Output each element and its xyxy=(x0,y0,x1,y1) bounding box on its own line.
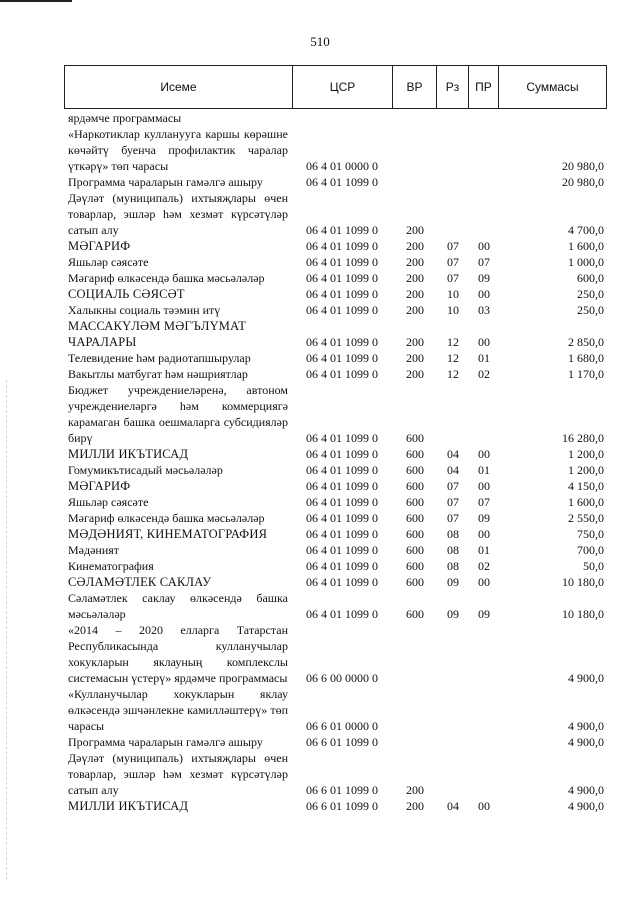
row-csr: 06 4 01 1099 0 xyxy=(306,575,378,589)
table-row xyxy=(0,318,640,350)
row-rz: 07 xyxy=(447,271,459,285)
row-name: ярдәмче программасы xyxy=(68,111,182,125)
table-header xyxy=(64,65,607,109)
row-csr: 06 4 01 0000 0 xyxy=(306,159,378,173)
row-rz: 07 xyxy=(447,495,459,509)
row-name: Программа чараларын гамәлгә ашыру xyxy=(68,735,263,749)
row-sum: 1 200,0 xyxy=(568,447,604,461)
row-sum: 4 900,0 xyxy=(568,783,604,797)
row-rz: 07 xyxy=(447,239,459,253)
table-row xyxy=(0,750,640,798)
row-name: Дәүләт (муниципаль) ихтыяҗлары өчен товарлар, эшләр һәм хезмәт күрсәтүләр сатып алу xyxy=(68,191,288,237)
row-pr: 07 xyxy=(478,255,490,269)
header-name: Исеме xyxy=(65,66,293,109)
row-sum: 50,0 xyxy=(583,559,604,573)
row-pr: 00 xyxy=(478,447,490,461)
row-sum: 2 850,0 xyxy=(568,335,604,349)
row-csr: 06 4 01 1099 0 xyxy=(306,335,378,349)
row-vr: 200 xyxy=(406,239,424,253)
row-vr: 200 xyxy=(406,351,424,365)
row-rz: 08 xyxy=(447,543,459,557)
row-sum: 4 150,0 xyxy=(568,479,604,493)
row-csr: 06 4 01 1099 0 xyxy=(306,479,378,493)
row-sum: 4 900,0 xyxy=(568,799,604,813)
row-name: «2014 – 2020 елларга Татарстан Республикасында кулланучылар хокукларын яклауның комплекслы системасын үстерү» ярдәмче программасы xyxy=(68,623,288,685)
row-rz: 07 xyxy=(447,511,459,525)
table-row xyxy=(0,798,640,814)
row-rz: 07 xyxy=(447,479,459,493)
row-vr: 600 xyxy=(406,575,424,589)
row-name: Бюджет учреждениеләренә, автоном учреждениеләргә һәм коммерциягә карамаган башка оешмаларга субсидияләр бирү xyxy=(68,383,288,445)
row-sum: 750,0 xyxy=(577,527,604,541)
table-row xyxy=(0,270,640,286)
row-name: Гомумикътисадый мәсьәләләр xyxy=(68,463,223,477)
row-csr: 06 4 01 1099 0 xyxy=(306,607,378,621)
row-sum: 20 980,0 xyxy=(562,159,604,173)
row-sum: 20 980,0 xyxy=(562,175,604,189)
row-pr: 00 xyxy=(478,239,490,253)
row-name: Программа чараларын гамәлгә ашыру xyxy=(68,175,263,189)
table-row xyxy=(0,574,640,590)
row-rz: 10 xyxy=(447,303,459,317)
row-pr: 00 xyxy=(478,527,490,541)
row-sum: 1 200,0 xyxy=(568,463,604,477)
row-vr: 600 xyxy=(406,479,424,493)
table-row xyxy=(0,366,640,382)
row-vr: 600 xyxy=(406,495,424,509)
row-vr: 600 xyxy=(406,607,424,621)
row-sum: 1 680,0 xyxy=(568,351,604,365)
row-name: Телевидение һәм радиотапшырулар xyxy=(68,351,251,365)
row-name: Дәүләт (муниципаль) ихтыяҗлары өчен товарлар, эшләр һәм хезмәт күрсәтүләр сатып алу xyxy=(68,751,288,797)
row-sum: 4 900,0 xyxy=(568,671,604,685)
row-sum: 4 900,0 xyxy=(568,719,604,733)
row-pr: 09 xyxy=(478,271,490,285)
row-pr: 00 xyxy=(478,799,490,813)
row-csr: 06 4 01 1099 0 xyxy=(306,511,378,525)
row-sum: 250,0 xyxy=(577,303,604,317)
row-name: Мәдәният xyxy=(68,543,120,557)
row-vr: 600 xyxy=(406,431,424,445)
header-pr: ПР xyxy=(469,66,499,109)
row-vr: 600 xyxy=(406,527,424,541)
row-vr: 200 xyxy=(406,367,424,381)
row-name: Халыкны социаль тәэмин итү xyxy=(68,303,221,317)
row-sum: 10 180,0 xyxy=(562,575,604,589)
row-vr: 200 xyxy=(406,287,424,301)
row-rz: 09 xyxy=(447,575,459,589)
row-name: СӘЛАМӘТЛЕК САКЛАУ xyxy=(68,575,212,589)
table-row xyxy=(0,302,640,318)
row-csr: 06 4 01 1099 0 xyxy=(306,223,378,237)
row-name: Яшьләр сәясәте xyxy=(68,495,149,509)
row-vr: 200 xyxy=(406,335,424,349)
row-sum: 2 550,0 xyxy=(568,511,604,525)
row-sum: 10 180,0 xyxy=(562,607,604,621)
row-vr: 600 xyxy=(406,463,424,477)
row-pr: 02 xyxy=(478,559,490,573)
header-rz: Рз xyxy=(437,66,469,109)
table-row xyxy=(0,110,640,126)
row-pr: 09 xyxy=(478,607,490,621)
row-vr: 600 xyxy=(406,543,424,557)
row-rz: 07 xyxy=(447,255,459,269)
row-rz: 08 xyxy=(447,559,459,573)
row-rz: 12 xyxy=(447,351,459,365)
row-vr: 200 xyxy=(406,303,424,317)
row-rz: 10 xyxy=(447,287,459,301)
row-rz: 04 xyxy=(447,447,459,461)
row-rz: 08 xyxy=(447,527,459,541)
row-pr: 00 xyxy=(478,287,490,301)
row-rz: 12 xyxy=(447,367,459,381)
row-csr: 06 4 01 1099 0 xyxy=(306,271,378,285)
row-name: МАССАКҮЛӘМ МӘГЪЛҮМАТ ЧАРАЛАРЫ xyxy=(68,319,247,349)
row-pr: 00 xyxy=(478,335,490,349)
row-csr: 06 4 01 1099 0 xyxy=(306,239,378,253)
row-csr: 06 4 01 1099 0 xyxy=(306,495,378,509)
row-csr: 06 4 01 1099 0 xyxy=(306,447,378,461)
row-name: «Кулланучылар хокукларын яклау өлкәсендә эшчәнлекне камилләштерү» төп чарасы xyxy=(68,687,288,733)
header-vr: ВР xyxy=(393,66,437,109)
table-row xyxy=(0,126,640,174)
row-csr: 06 6 01 1099 0 xyxy=(306,799,378,813)
page-number: 510 xyxy=(310,34,330,49)
row-name: Мәгариф өлкәсендә башка мәсьәләләр xyxy=(68,271,265,285)
row-csr: 06 4 01 1099 0 xyxy=(306,255,378,269)
row-rz: 12 xyxy=(447,335,459,349)
row-name: МИЛЛИ ИКЪТИСАД xyxy=(68,799,189,813)
row-name: Вакытлы матбугат һәм нәшриятлар xyxy=(68,367,248,381)
row-sum: 16 280,0 xyxy=(562,431,604,445)
row-csr: 06 6 01 1099 0 xyxy=(306,783,378,797)
row-csr: 06 4 01 1099 0 xyxy=(306,543,378,557)
table-row xyxy=(0,494,640,510)
table-row xyxy=(0,510,640,526)
row-name: Мәгариф өлкәсендә башка мәсьәләләр xyxy=(68,511,265,525)
row-sum: 600,0 xyxy=(577,271,604,285)
row-name: Кинематография xyxy=(68,559,154,573)
row-csr: 06 4 01 1099 0 xyxy=(306,367,378,381)
row-vr: 200 xyxy=(406,255,424,269)
row-name: СОЦИАЛЬ СӘЯСӘТ xyxy=(68,287,185,301)
row-sum: 1 000,0 xyxy=(568,255,604,269)
row-rz: 04 xyxy=(447,799,459,813)
table-row xyxy=(0,478,640,494)
table-row xyxy=(0,686,640,734)
header-csr: ЦСР xyxy=(293,66,393,109)
row-pr: 09 xyxy=(478,511,490,525)
row-sum: 1 600,0 xyxy=(568,495,604,509)
row-csr: 06 6 01 1099 0 xyxy=(306,735,378,749)
row-name: МИЛЛИ ИКЪТИСАД xyxy=(68,447,189,461)
row-vr: 200 xyxy=(406,223,424,237)
table-row xyxy=(0,382,640,446)
row-name: «Наркотиклар кулланууга каршы көрәшне көчәйтү буенча профилактик чаралар үткәрү» төп чарасы xyxy=(68,127,288,173)
row-vr: 200 xyxy=(406,271,424,285)
row-sum: 4 900,0 xyxy=(568,735,604,749)
row-sum: 250,0 xyxy=(577,287,604,301)
table-row xyxy=(0,462,640,478)
table-row xyxy=(0,286,640,302)
table-row xyxy=(0,542,640,558)
row-pr: 00 xyxy=(478,479,490,493)
row-vr: 600 xyxy=(406,511,424,525)
table-row xyxy=(0,238,640,254)
row-pr: 01 xyxy=(478,351,490,365)
header-sum: Суммасы xyxy=(499,66,607,109)
row-name: МӘДӘНИЯТ, КИНЕМАТОГРАФИЯ xyxy=(68,527,268,541)
row-csr: 06 4 01 1099 0 xyxy=(306,431,378,445)
row-sum: 1 170,0 xyxy=(568,367,604,381)
row-name: МӘГАРИФ xyxy=(68,479,131,493)
row-vr: 200 xyxy=(406,783,424,797)
table-row xyxy=(0,590,640,622)
table-row xyxy=(0,734,640,750)
row-csr: 06 4 01 1099 0 xyxy=(306,559,378,573)
row-csr: 06 4 01 1099 0 xyxy=(306,463,378,477)
table-row xyxy=(0,558,640,574)
row-pr: 00 xyxy=(478,575,490,589)
row-sum: 4 700,0 xyxy=(568,223,604,237)
row-vr: 200 xyxy=(406,799,424,813)
row-rz: 04 xyxy=(447,463,459,477)
table-row xyxy=(0,254,640,270)
table-row xyxy=(0,526,640,542)
row-name: МӘГАРИФ xyxy=(68,239,131,253)
row-csr: 06 4 01 1099 0 xyxy=(306,175,378,189)
row-csr: 06 4 01 1099 0 xyxy=(306,527,378,541)
row-csr: 06 4 01 1099 0 xyxy=(306,287,378,301)
table-row xyxy=(0,190,640,238)
budget-table-body xyxy=(0,110,640,814)
row-pr: 03 xyxy=(478,303,490,317)
row-csr: 06 4 01 1099 0 xyxy=(306,303,378,317)
row-name: Яшьләр сәясәте xyxy=(68,255,149,269)
row-rz: 09 xyxy=(447,607,459,621)
row-name: Сәламәтлек саклау өлкәсендә башка мәсьәләләр xyxy=(68,591,288,621)
row-csr: 06 6 00 0000 0 xyxy=(306,671,378,685)
row-pr: 02 xyxy=(478,367,490,381)
table-row xyxy=(0,622,640,686)
table-row xyxy=(0,446,640,462)
table-row xyxy=(0,350,640,366)
row-pr: 01 xyxy=(478,463,490,477)
table-row xyxy=(0,174,640,190)
row-vr: 600 xyxy=(406,447,424,461)
row-pr: 07 xyxy=(478,495,490,509)
row-pr: 01 xyxy=(478,543,490,557)
top-rule-line xyxy=(0,0,72,2)
row-csr: 06 4 01 1099 0 xyxy=(306,351,378,365)
row-sum: 1 600,0 xyxy=(568,239,604,253)
row-csr: 06 6 01 0000 0 xyxy=(306,719,378,733)
row-sum: 700,0 xyxy=(577,543,604,557)
row-vr: 600 xyxy=(406,559,424,573)
